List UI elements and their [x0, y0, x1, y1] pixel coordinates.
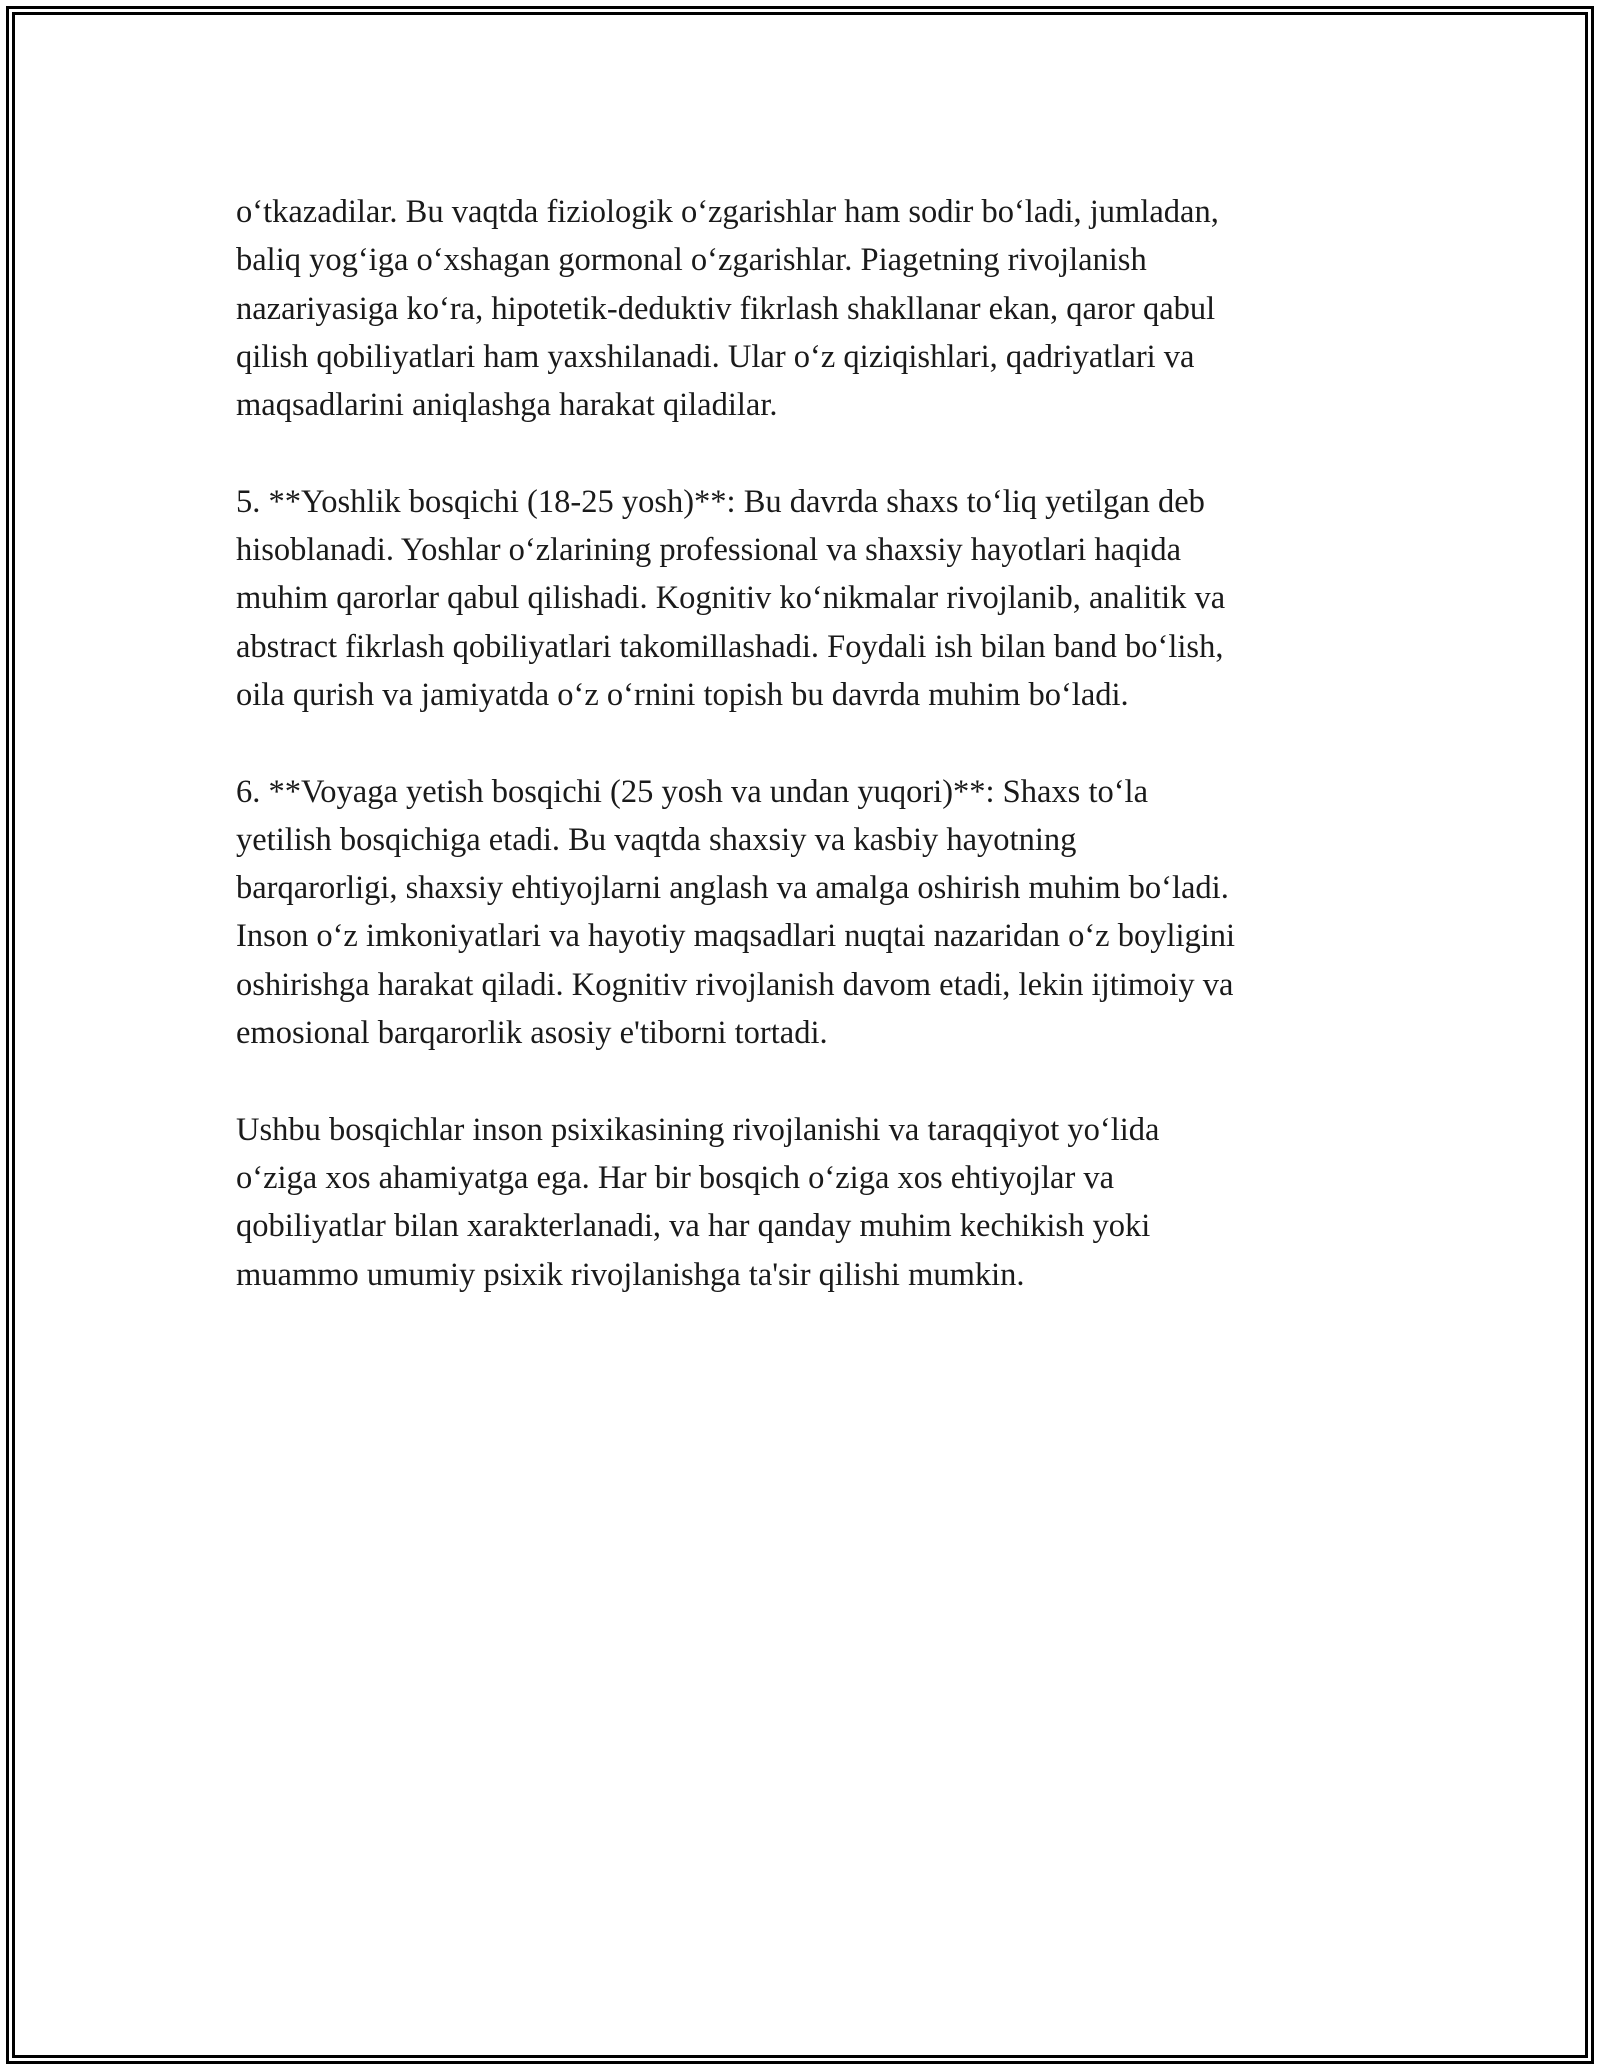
text-line: oʻtkazadilar. Bu vaqtda fiziologik oʻzgarishlar ham sodir boʻladi, jumladan,: [236, 194, 1219, 230]
text-line: nazariyasiga koʻra, hipotetik-deduktiv fikrlash shakllanar ekan, qaror qabul: [236, 290, 1216, 327]
text-line: 5. **Yoshlik bosqichi (18-25 yosh)**: Bu davrda shaxs toʻliq yetilgan deb: [236, 483, 1205, 520]
document-body: [236, 188, 1396, 1347]
text-line: 6. **Voyaga yetish bosqichi (25 yosh va undan yuqori)**: Shaxs toʻla: [236, 773, 1148, 810]
text-line: Inson oʻz imkoniyatlari va hayotiy maqsadlari nuqtai nazaridan oʻz boyligini: [236, 918, 1236, 955]
text-line: yetilish bosqichiga etadi. Bu vaqtda shaxsiy va kasbiy hayotning: [236, 821, 1077, 858]
text-line: oshirishga harakat qiladi. Kognitiv rivojlanish davom etadi, lekin ijtimoiy va: [236, 966, 1234, 1003]
paragraph-adolescence-continued: [236, 188, 1396, 429]
text-line: abstract fikrlash qobiliyatlari takomillashadi. Foydali ish bilan band boʻlish,: [236, 628, 1224, 665]
text-line: Ushbu bosqichlar inson psixikasining rivojlanishi va taraqqiyot yoʻlida: [236, 1111, 1160, 1148]
text-line: muhim qarorlar qabul qilishadi. Kognitiv koʻnikmalar rivojlanib, analitik va: [236, 580, 1226, 617]
paragraph-youth-stage: [236, 478, 1396, 719]
text-line: qilish qobiliyatlari ham yaxshilanadi. Ular oʻz qiziqishlari, qadriyatlari va: [236, 338, 1195, 375]
text-line: baliq yogʻiga oʻxshagan gormonal oʻzgarishlar. Piagetning rivojlanish: [236, 242, 1147, 279]
text-line: muammo umumiy psixik rivojlanishga ta'sir qilishi mumkin.: [236, 1256, 1025, 1293]
text-line: qobiliyatlar bilan xarakterlanadi, va har qanday muhim kechikish yoki: [236, 1208, 1151, 1245]
text-line: emosional barqarorlik asosiy e'tiborni tortadi.: [236, 1015, 828, 1052]
paragraph-adulthood-stage: [236, 768, 1396, 1058]
text-line: maqsadlarini aniqlashga harakat qiladilar.: [236, 387, 778, 424]
text-line: barqarorligi, shaxsiy ehtiyojlarni anglash va amalga oshirish muhim boʻladi.: [236, 870, 1229, 907]
text-line: hisoblanadi. Yoshlar oʻzlarining professional va shaxsiy hayotlari haqida: [236, 532, 1182, 569]
text-line: oʻziga xos ahamiyatga ega. Har bir bosqich oʻziga xos ehtiyojlar va: [236, 1159, 1115, 1196]
paragraph-conclusion: [236, 1106, 1396, 1299]
text-line: oila qurish va jamiyatda oʻz oʻrnini topish bu davrda muhim boʻladi.: [236, 676, 1129, 713]
